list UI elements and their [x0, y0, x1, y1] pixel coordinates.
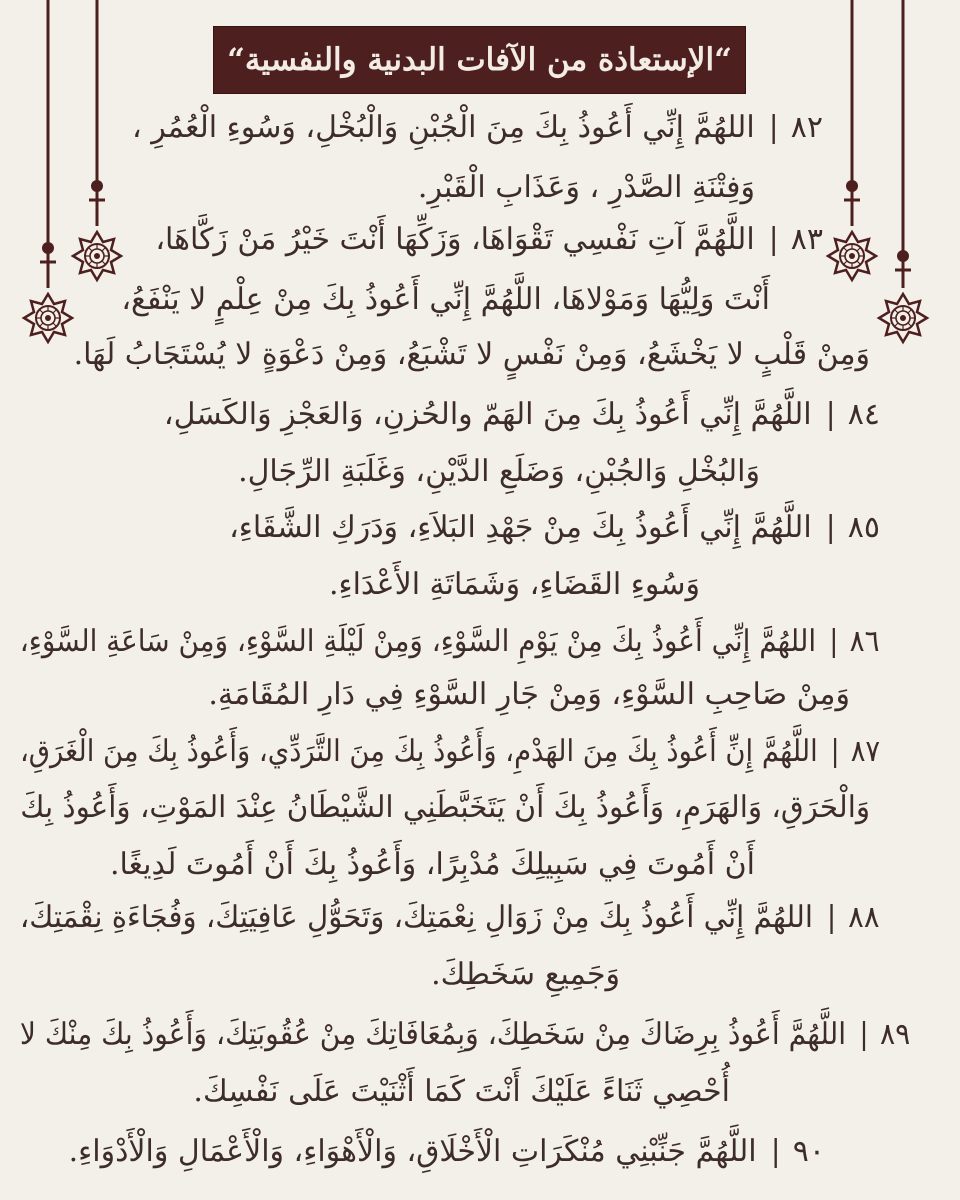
dua-text: وَالْحَرَقِ، وَالهَرَمِ، وَأَعُوذُ بِكَ أَنْ يَتَخَبَّطَنِي الشَّيْطَانُ عِنْدَ المَوْتِ، وَأَعُوذُ بِكَ: [20, 790, 870, 825]
dua-text: أَنْتَ وَلِيُّهَا وَمَوْلاهَا، اللَّهُمَّ إِنِّي أَعُوذُ بِكَ مِنْ عِلْمٍ لا يَنْفَعُ،: [121, 282, 770, 317]
dua-line: [155, 220, 823, 260]
dua-text: وَمِنْ صَاحِبِ السَّوْءِ، وَمِنْ جَارِ السَّوْءِ فِي دَارِ المُقَامَةِ.: [208, 677, 850, 712]
dua-text: أُحْصِي ثَنَاءً عَلَيْكَ أَنْتَ كَمَا أَثْنَيْتَ عَلَى نَفْسِكَ.: [193, 1074, 730, 1109]
dua-text: وَالبُخْلِ وَالجُبْنِ، وَضَلَعِ الدَّيْنِ، وَغَلَبَةِ الرِّجَالِ.: [238, 454, 760, 489]
dua-text: اللَّهُمَّ إِنِّي أَعُوذُ بِكَ مِنْ جَهْدِ البَلاَءِ، وَدَرَكِ الشَّقَاءِ،: [229, 510, 812, 545]
dua-line: [164, 395, 880, 435]
hanging-star-icon: [879, 0, 927, 342]
number-separator: |: [825, 397, 836, 432]
number-separator: |: [829, 624, 839, 659]
dua-text: اللَّهُمَّ إِنِّ أَعُوذُ بِكَ مِنَ الهَدْمِ، وَأَعُوذُ بِكَ مِنَ التَّرَدِّي، وَأَعُوذُ بِكَ مِنَ الْغَرَقِ،: [19, 734, 818, 769]
hanging-star-icon: [73, 0, 121, 280]
number-separator: |: [770, 1134, 781, 1169]
dua-number: ٨٢: [790, 110, 823, 145]
dua-line: [132, 108, 823, 148]
dua-line: [110, 845, 755, 885]
number-separator: |: [858, 1017, 869, 1052]
dua-line: [20, 788, 870, 828]
dua-text: اللهُمَّ إِنِّي أَعُوذُ بِكَ مِنَ الْجُبْنِ وَالْبُخْلِ، وَسُوءِ الْعُمُرِ ،: [132, 110, 755, 145]
dua-text: اللَّهُمَّ إِنِّي أَعُوذُ بِكَ مِنَ الهَمّ والحُزنِ، وَالعَجْزِ وَالكَسَلِ،: [163, 397, 812, 432]
dua-line: [121, 280, 770, 320]
dua-line: [20, 622, 880, 662]
dua-text: أَنْ أَمُوتَ فِي سَبِيلِكَ مُدْبِرًا، وَأَعُوذُ بِكَ أَنْ أَمُوتَ لَدِيغًا.: [110, 847, 755, 882]
dua-text: وَفِتْنَةِ الصَّدْرِ ، وَعَذَابِ الْقَبْرِ.: [417, 170, 755, 205]
dua-line: [418, 168, 755, 208]
dua-number: ٨٥: [847, 510, 880, 545]
dua-text: اللَّهُمَّ جَنِّبْنِي مُنْكَرَاتِ الْأَخْلَاقِ، وَالْأَهْوَاءِ، وَالْأَعْمَالِ وَالْأَدْوَاءِ.: [68, 1134, 757, 1169]
dua-number: ٨٧: [850, 734, 880, 769]
number-separator: |: [768, 110, 779, 145]
dua-line: [74, 335, 870, 375]
page-title: “الإستعاذة من الآفات البدنية والنفسية“: [227, 41, 732, 78]
dua-number: ٨٨: [848, 900, 880, 935]
dua-line: [238, 452, 760, 492]
hanging-star-icon: [828, 0, 876, 280]
dua-text: وَجَمِيعِ سَخَطِكَ.: [431, 957, 620, 992]
dua-line: [193, 1072, 730, 1112]
dua-line: [329, 565, 700, 605]
dua-text: وَسُوءِ القَضَاءِ، وَشَمَاتَةِ الأَعْدَاءِ.: [328, 567, 700, 602]
dua-text: اللهُمَّ إِنِّي أَعُوذُ بِكَ مِنْ يَوْمِ السَّوْءِ، وَمِنْ لَيْلَةِ السَّوْءِ، وَمِنْ سَاعَةِ السَّوْءِ،: [20, 624, 817, 659]
number-separator: |: [768, 222, 779, 257]
dua-line: [20, 898, 880, 938]
dua-text: وَمِنْ قَلْبٍ لا يَخْشَعُ، وَمِنْ نَفْسٍ لا تَشْبَعُ، وَمِنْ دَعْوَةٍ لا يُسْتَجَابُ لَهَا.: [73, 337, 870, 372]
number-separator: |: [827, 900, 837, 935]
dua-text: اللَّهُمَّ آتِ نَفْسِي تَقْوَاهَا، وَزَكِّهَا أَنْتَ خَيْرُ مَنْ زَكَّاهَا،: [155, 222, 755, 257]
dua-line: [20, 1015, 910, 1055]
dua-line: [69, 1132, 825, 1172]
dua-line: [229, 508, 880, 548]
dua-number: ٨٣: [790, 222, 823, 257]
dua-number: ٨٦: [850, 624, 880, 659]
dua-number: ٨٩: [879, 1017, 910, 1052]
title-banner: [213, 26, 746, 94]
dua-line: [431, 955, 620, 995]
dua-text: اللَّهُمَّ أَعُوذُ بِرِضَاكَ مِنْ سَخَطِكَ، وَبِمُعَافَاتِكَ مِنْ عُقُوبَتِكَ، وَأَعُوذُ بِكَ مِنْكَ لا: [19, 1017, 846, 1052]
number-separator: |: [825, 510, 836, 545]
dua-line: [208, 675, 850, 715]
hanging-star-icon: [24, 0, 72, 342]
dua-number: ٨٤: [847, 397, 880, 432]
dua-text: اللهُمَّ إِنِّي أَعُوذُ بِكَ مِنْ زَوَالِ نِعْمَتِكَ، وَتَحَوُّلِ عَافِيَتِكَ، وَفُجَاءَةِ نِقْمَتِكَ،: [20, 900, 814, 935]
dua-number: ٩٠: [792, 1134, 825, 1169]
number-separator: |: [830, 734, 840, 769]
dua-line: [20, 732, 880, 772]
